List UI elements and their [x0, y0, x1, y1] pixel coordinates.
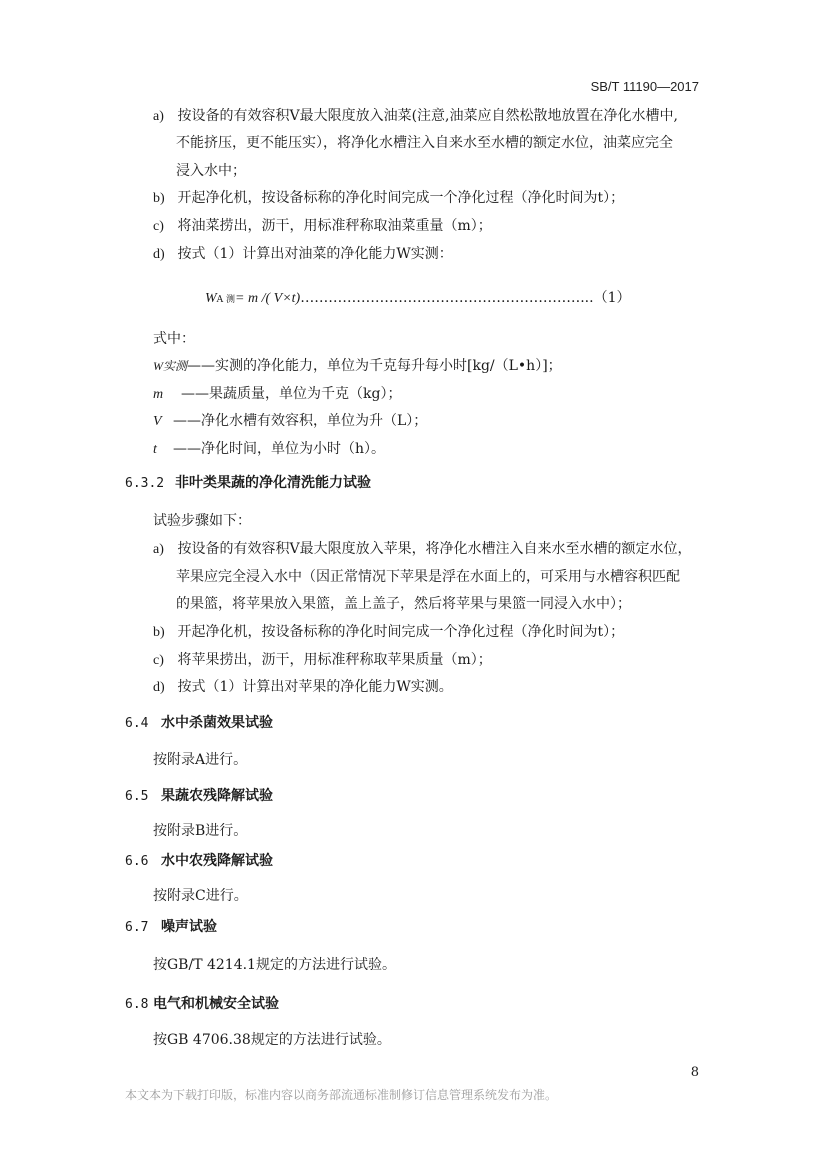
list-text: 按设备的有效容积V最大限度放入苹果，将净化水槽注入自来水至水槽的额定水位，: [177, 541, 692, 557]
formula: [205, 288, 631, 310]
list-item: [153, 244, 453, 265]
list-item: [153, 216, 492, 237]
list-text: 开起净化机，按设备标称的净化时间完成一个净化过程（净化时间为t）；: [177, 624, 625, 640]
section-title: 电气和机械安全试验: [153, 996, 279, 1012]
list-label: b): [153, 625, 165, 640]
list-text: 按式（1）计算出对苹果的净化能力W实测。: [177, 679, 453, 695]
where-title: 式中：: [153, 331, 195, 347]
list-label: a): [153, 542, 164, 557]
list-item: [153, 106, 678, 127]
definition: [153, 411, 427, 432]
formula-number: （1）: [593, 290, 631, 306]
standard-code: SB/T 11190—2017: [590, 79, 699, 94]
list-text: 将油菜捞出，沥干，用标准秤称取油菜重量（m）；: [177, 218, 492, 234]
section-title: 水中农残降解试验: [161, 853, 273, 869]
list-label: d): [153, 680, 165, 695]
def-text: ——果蔬质量，单位为千克（kg）；: [181, 386, 402, 402]
list-text: 开起净化机，按设备标称的净化时间完成一个净化过程（净化时间为t）；: [177, 190, 625, 206]
list-item: [153, 650, 492, 671]
intro-text: 试验步骤如下：: [153, 513, 251, 529]
section-body: 按附录C进行。: [153, 888, 248, 904]
list-text-cont: 的果篮，将苹果放入果篮，盖上盖子，然后将苹果与果篮一同浸入水中）；: [176, 596, 631, 612]
list-item: [153, 677, 453, 698]
section-number: 6.5: [125, 789, 149, 804]
def-symbol: W实测: [153, 359, 187, 373]
section-title: 非叶类果蔬的净化清洗能力试验: [175, 475, 371, 491]
section-heading: [125, 713, 273, 734]
section-body: 按GB/T 4214.1规定的方法进行试验。: [153, 957, 396, 973]
list-text: 按设备的有效容积V最大限度放入油菜(注意,油菜应自然松散地放置在净化水槽中,: [177, 108, 678, 124]
section-heading: [125, 994, 279, 1015]
def-text: ——净化水槽有效容积，单位为升（L）；: [173, 413, 428, 429]
formula-sub: A 测: [216, 295, 236, 305]
list-label: c): [153, 653, 164, 668]
list-label: b): [153, 191, 165, 206]
list-text-cont: 不能挤压，更不能压实），将净化水槽注入自来水至水槽的额定水位，油菜应完全: [176, 135, 673, 151]
list-item: [153, 622, 624, 643]
formula-lhs: W: [205, 291, 217, 306]
section-body: 按GB 4706.38规定的方法进行试验。: [153, 1032, 391, 1048]
page-number: 8: [690, 1065, 699, 1080]
section-number: 6.4: [125, 716, 149, 731]
list-item: [153, 539, 692, 560]
formula-dots: ……………………………………………………...: [300, 290, 594, 306]
section-body: 按附录A进行。: [153, 752, 248, 768]
definition: [153, 439, 385, 460]
def-symbol: V: [153, 414, 162, 429]
list-text-cont: 苹果应完全浸入水中（因正常情况下苹果是浮在水面上的，可采用与水槽容积匹配: [176, 569, 680, 585]
section-number: 6.7: [125, 920, 149, 935]
list-text: 将苹果捞出，沥干，用标准秤称取苹果质量（m）；: [177, 652, 492, 668]
section-heading: [125, 473, 371, 494]
footer-note: 本文本为下载打印版，标准内容以商务部流通标准制修订信息管理系统发布为准。: [125, 1088, 558, 1102]
definition: [153, 356, 562, 376]
section-title: 果蔬农残降解试验: [161, 788, 273, 804]
list-label: c): [153, 219, 164, 234]
section-number: 6.3.2: [125, 476, 165, 491]
def-text: ——实测的净化能力，单位为千克每升每小时[kg/（L•h）]；: [187, 358, 562, 374]
section-title: 噪声试验: [161, 919, 217, 935]
section-heading: [125, 851, 273, 872]
section-number: 6.8: [125, 997, 149, 1012]
list-item: [153, 188, 624, 209]
list-text: 按式（1）计算出对油菜的净化能力W实测：: [177, 246, 453, 262]
def-symbol: m: [153, 387, 164, 402]
def-text: ——净化时间，单位为小时（h）。: [173, 441, 386, 457]
list-label: d): [153, 247, 165, 262]
section-title: 水中杀菌效果试验: [161, 715, 273, 731]
section-heading: [125, 786, 273, 807]
list-label: a): [153, 109, 164, 124]
section-heading: [125, 917, 217, 938]
def-symbol: t: [153, 442, 157, 457]
section-body: 按附录B进行。: [153, 823, 248, 839]
list-text-cont: 浸入水中；: [176, 163, 246, 179]
formula-rhs: = m /( V×t): [235, 291, 301, 306]
section-number: 6.6: [125, 854, 149, 869]
definition: [153, 384, 401, 405]
